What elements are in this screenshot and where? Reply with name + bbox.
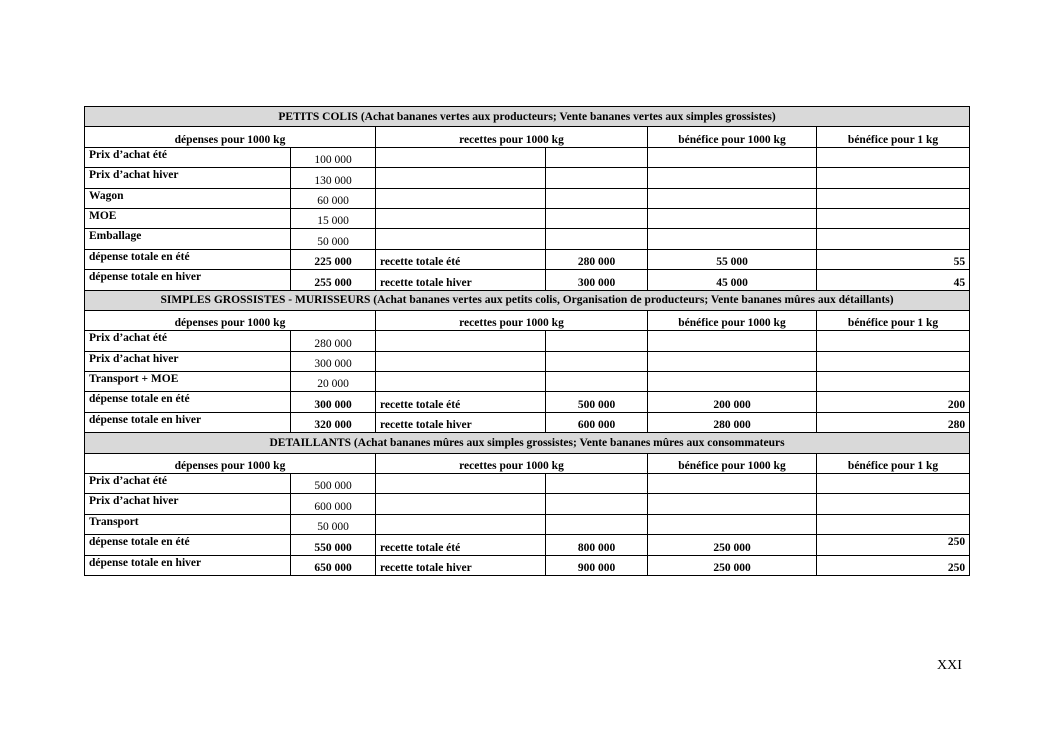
row-value: 20 000 [291, 372, 376, 392]
empty-cell [648, 229, 817, 249]
row-value: 100 000 [291, 147, 376, 167]
empty-cell [817, 168, 970, 188]
recette-value: 900 000 [546, 555, 648, 575]
empty-cell [817, 372, 970, 392]
benefice-1kg-value: 200 [817, 392, 970, 412]
total-depense: 650 000 [291, 555, 376, 575]
benefice-1000kg-value: 55 000 [648, 249, 817, 269]
table-row [85, 474, 970, 494]
row-label: Transport + MOE [85, 372, 291, 392]
header-benefice-1000kg: bénéfice pour 1000 kg [648, 453, 817, 473]
benefice-1000kg-value: 280 000 [648, 412, 817, 432]
empty-cell [546, 208, 648, 228]
recette-label: recette totale été [376, 392, 546, 412]
table-row [85, 188, 970, 208]
empty-cell [376, 351, 546, 371]
empty-cell [376, 372, 546, 392]
section-title-detaillants: DETAILLANTS (Achat bananes mûres aux simples grossistes; Vente bananes mûres aux consommateurs [85, 433, 970, 453]
empty-cell [648, 168, 817, 188]
benefice-1000kg-value: 250 000 [648, 535, 817, 555]
total-label: dépense totale en été [85, 392, 291, 412]
recette-value: 800 000 [546, 535, 648, 555]
empty-cell [648, 208, 817, 228]
table-row [85, 514, 970, 534]
empty-cell [546, 188, 648, 208]
row-value: 500 000 [291, 474, 376, 494]
empty-cell [376, 229, 546, 249]
empty-cell [648, 494, 817, 514]
total-row [85, 392, 970, 412]
recette-value: 500 000 [546, 392, 648, 412]
recette-label: recette totale hiver [376, 412, 546, 432]
empty-cell [817, 514, 970, 534]
total-label: dépense totale en hiver [85, 412, 291, 432]
empty-cell [376, 208, 546, 228]
row-value: 280 000 [291, 331, 376, 351]
row-label: Transport [85, 514, 291, 534]
empty-cell [648, 474, 817, 494]
row-label: Prix d’achat été [85, 331, 291, 351]
header-depenses: dépenses pour 1000 kg [85, 453, 376, 473]
header-depenses: dépenses pour 1000 kg [85, 310, 376, 330]
empty-cell [546, 372, 648, 392]
recette-value: 280 000 [546, 249, 648, 269]
total-row [85, 412, 970, 432]
recette-value: 600 000 [546, 412, 648, 432]
benefice-1kg-value: 250 [817, 555, 970, 575]
header-benefice-1000kg: bénéfice pour 1000 kg [648, 310, 817, 330]
total-row [85, 270, 970, 290]
empty-cell [546, 168, 648, 188]
empty-cell [817, 474, 970, 494]
table-row [85, 147, 970, 167]
section-title-row [85, 433, 970, 453]
row-label: Prix d’achat été [85, 147, 291, 167]
section-title-row [85, 107, 970, 127]
page-number: XXI [937, 658, 962, 673]
header-recettes: recettes pour 1000 kg [376, 310, 648, 330]
section-title-simples-grossistes: SIMPLES GROSSISTES - MURISSEURS (Achat bananes vertes aux petits colis, Organisation de producteurs; Vente bananes mûres aux détaillants) [85, 290, 970, 310]
total-depense: 550 000 [291, 535, 376, 555]
banana-cost-table [84, 106, 970, 576]
section-title-row [85, 290, 970, 310]
header-benefice-1kg: bénéfice pour 1 kg [817, 310, 970, 330]
header-recettes: recettes pour 1000 kg [376, 453, 648, 473]
empty-cell [817, 229, 970, 249]
row-value: 300 000 [291, 351, 376, 371]
empty-cell [817, 147, 970, 167]
empty-cell [376, 474, 546, 494]
empty-cell [376, 147, 546, 167]
empty-cell [546, 147, 648, 167]
table-row [85, 351, 970, 371]
empty-cell [648, 147, 817, 167]
header-depenses: dépenses pour 1000 kg [85, 127, 376, 147]
empty-cell [648, 372, 817, 392]
row-label: Prix d’achat été [85, 474, 291, 494]
row-value: 50 000 [291, 229, 376, 249]
benefice-1000kg-value: 45 000 [648, 270, 817, 290]
empty-cell [648, 351, 817, 371]
header-row [85, 310, 970, 330]
empty-cell [546, 514, 648, 534]
table-row [85, 372, 970, 392]
empty-cell [376, 494, 546, 514]
empty-cell [376, 331, 546, 351]
table-row [85, 168, 970, 188]
header-benefice-1kg: bénéfice pour 1 kg [817, 453, 970, 473]
total-label: dépense totale en hiver [85, 270, 291, 290]
total-depense: 225 000 [291, 249, 376, 269]
empty-cell [648, 331, 817, 351]
empty-cell [376, 514, 546, 534]
empty-cell [817, 331, 970, 351]
row-value: 15 000 [291, 208, 376, 228]
row-label: MOE [85, 208, 291, 228]
table-row [85, 208, 970, 228]
benefice-1kg-value: 55 [817, 249, 970, 269]
total-label: dépense totale en hiver [85, 555, 291, 575]
total-row [85, 249, 970, 269]
total-depense: 255 000 [291, 270, 376, 290]
total-depense: 320 000 [291, 412, 376, 432]
row-label: Emballage [85, 229, 291, 249]
empty-cell [546, 474, 648, 494]
header-benefice-1kg: bénéfice pour 1 kg [817, 127, 970, 147]
row-value: 600 000 [291, 494, 376, 514]
header-row [85, 127, 970, 147]
row-value: 130 000 [291, 168, 376, 188]
benefice-1000kg-value: 250 000 [648, 555, 817, 575]
header-benefice-1000kg: bénéfice pour 1000 kg [648, 127, 817, 147]
recette-label: recette totale hiver [376, 270, 546, 290]
table-row [85, 331, 970, 351]
empty-cell [817, 351, 970, 371]
empty-cell [546, 351, 648, 371]
empty-cell [376, 168, 546, 188]
row-label: Wagon [85, 188, 291, 208]
header-recettes: recettes pour 1000 kg [376, 127, 648, 147]
benefice-1000kg-value: 200 000 [648, 392, 817, 412]
total-label: dépense totale en été [85, 249, 291, 269]
total-depense: 300 000 [291, 392, 376, 412]
benefice-1kg-value: 45 [817, 270, 970, 290]
empty-cell [648, 188, 817, 208]
empty-cell [817, 208, 970, 228]
row-label: Prix d’achat hiver [85, 494, 291, 514]
row-value: 50 000 [291, 514, 376, 534]
empty-cell [817, 188, 970, 208]
recette-label: recette totale hiver [376, 555, 546, 575]
empty-cell [648, 514, 817, 534]
empty-cell [546, 494, 648, 514]
recette-label: recette totale été [376, 249, 546, 269]
table-row [85, 229, 970, 249]
total-row [85, 555, 970, 575]
empty-cell [546, 229, 648, 249]
benefice-1kg-value: 250 [817, 535, 970, 555]
row-label: Prix d’achat hiver [85, 351, 291, 371]
empty-cell [817, 494, 970, 514]
benefice-1kg-value: 280 [817, 412, 970, 432]
empty-cell [546, 331, 648, 351]
empty-cell [376, 188, 546, 208]
row-label: Prix d’achat hiver [85, 168, 291, 188]
row-value: 60 000 [291, 188, 376, 208]
total-label: dépense totale en été [85, 535, 291, 555]
recette-label: recette totale été [376, 535, 546, 555]
header-row [85, 453, 970, 473]
total-row [85, 535, 970, 555]
table-row [85, 494, 970, 514]
section-title-petits-colis: PETITS COLIS (Achat bananes vertes aux producteurs; Vente bananes vertes aux simples grossistes) [85, 107, 970, 127]
recette-value: 300 000 [546, 270, 648, 290]
